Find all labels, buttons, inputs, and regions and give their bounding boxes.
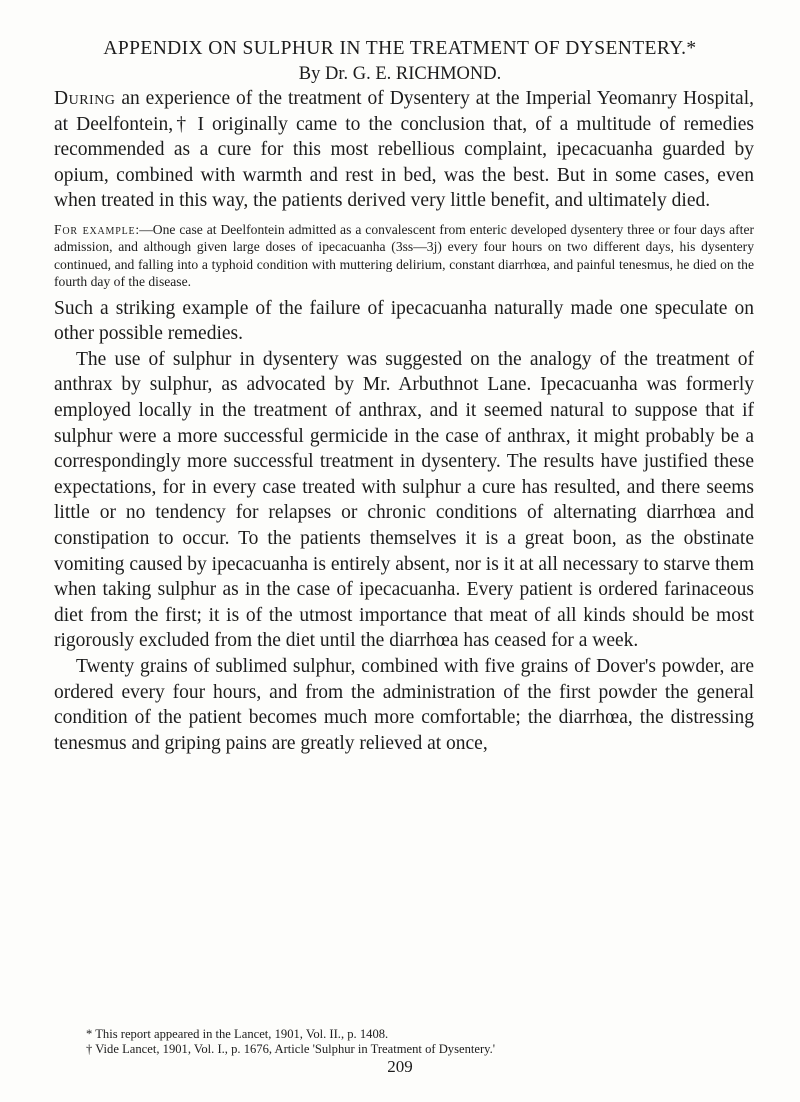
article-title: APPENDIX ON SULPHUR IN THE TREATMENT OF DYSENTERY.* (103, 38, 697, 59)
footnotes (86, 1027, 756, 1056)
paragraph-failure: Such a striking example of the failure of ipecacuanha naturally made one speculate on other possible remedies. (54, 297, 754, 345)
example-text: :—One case at Deelfontein admitted as a convalescent from enteric developed dysentery three or four days after admission, and although given large doses of ipecacuanha (3ss—3j) every four hours on two different days, his dysentery continued, and falling into a typhoid condition with muttering delirium, constant diarrhœa, and painful tenesmus, he died on the fourth day of the disease. (54, 221, 755, 290)
author-byline: By Dr. G. E. RICHMOND. (298, 64, 502, 84)
footnote-star: * This report appeared in the Lancet, 1901, Vol. II., p. 1408. (86, 1027, 389, 1041)
example-lead: For example (54, 221, 136, 237)
paragraph-intro-text: an experience of the treatment of Dysentery at the Imperial Yeomanry Hospital, at Deelfontein,† I originally came to the conclusion that, of a multitude of remedies recommended as a cure for this most rebellious complaint, ipecacuanha guarded by opium, combined with warmth and rest in bed, was the best. But in some cases, even when treated in this way, the patients derived very little benefit, and ultimately died. (54, 88, 754, 212)
paragraph-sulphur-use: The use of sulphur in dysentery was suggested on the analogy of the treatment of anthrax by sulphur, as advocated by Mr. Arbuthnot Lane. Ipecacuanha was formerly employed locally in the treatment of anthrax, and it seemed natural to suppose that if sulphur were a more successful germicide in the case of anthrax, it might probably be a correspondingly more successful treatment in dysentery. The results have justified these expectations, for in every case treated with sulphur a cure has resulted, and there seems little or no tendency for relapses or chronic conditions of alternating diarrhœa and constipation to occur. To the patients themselves it is a great boon, as the obstinate vomiting caused by ipecacuanha is entirely absent, nor is it at all necessary to starve them when taking sulphur as in the case of ipecacuanha. Every patient is ordered farinaceous diet from the first; it is of the utmost importance that meat of all kinds should be most rigorously excluded from the diet until the diarrhœa has ceased for a week. (54, 348, 754, 652)
footnote-dagger: † Vide Lancet, 1901, Vol. I., p. 1676, Article 'Sulphur in Treatment of Dysentery.' (86, 1041, 496, 1056)
paragraph-intro (54, 86, 754, 214)
article-body (54, 86, 754, 756)
paragraph-dosage: Twenty grains of sublimed sulphur, combined with five grains of Dover's powder, are ordered every four hours, and from the administration of the first powder the general condition of the patient becomes much more comfortable; the diarrhœa, the distressing tenesmus and griping pains are greatly relieved at once, (54, 655, 754, 754)
example-note (54, 221, 754, 291)
drop-lead-word: During (54, 88, 116, 109)
page-number: 209 (387, 1057, 413, 1076)
